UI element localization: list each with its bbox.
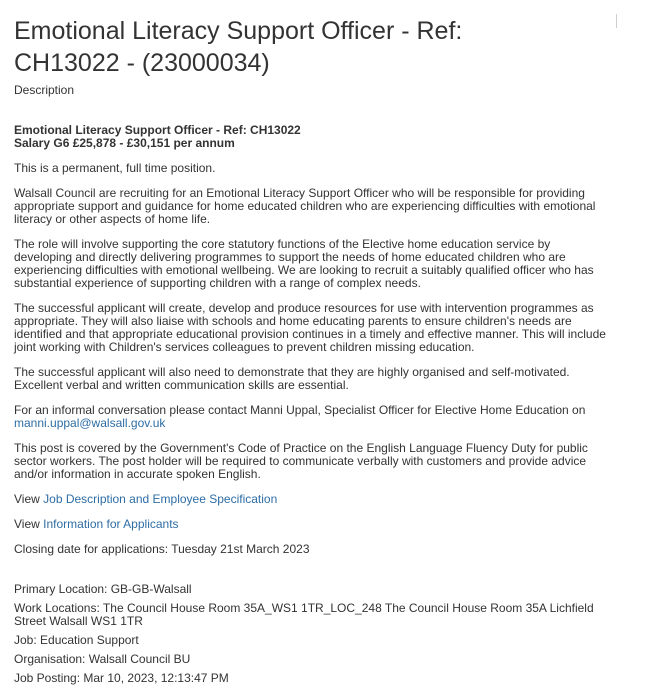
scroll-divider bbox=[616, 14, 617, 28]
recruiting-paragraph: Walsall Council are recruiting for an Emotional Literacy Support Officer who will be responsible for providing appropriate support and guidance for home educated children who are experiencing difficulties with emotional literacy or other aspects of home life. bbox=[14, 186, 596, 226]
description-label: Description bbox=[14, 83, 75, 97]
position-paragraph: This is a permanent, full time position. bbox=[14, 161, 216, 175]
role-paragraph: The role will involve supporting the core statutory functions of the Elective home education service by developing and directly delivering programmes to support the needs of home educated children who are experiencing difficulties with emotional wellbeing. We are looking to recruit a suitably qualified officer who has substantial experience of supporting children with a range of complex needs. bbox=[14, 237, 594, 290]
view-label: View bbox=[14, 492, 40, 506]
information-for-applicants-link[interactable]: Information for Applicants bbox=[43, 517, 179, 531]
view-job-description-row bbox=[14, 493, 610, 506]
contact-text: For an informal conversation please contact Manni Uppal, Specialist Officer for Elective Home Education on bbox=[14, 403, 586, 417]
job-posting-date: Job Posting: Mar 10, 2023, 12:13:47 PM bbox=[14, 671, 229, 685]
closing-date: Closing date for applications: Tuesday 21st March 2023 bbox=[14, 542, 310, 556]
spacer bbox=[14, 568, 610, 583]
title-line-2: CH13022 - (23000034) bbox=[14, 49, 270, 77]
job-category: Job: Education Support bbox=[14, 633, 139, 647]
job-detail-content bbox=[14, 0, 610, 691]
title-line-1: Emotional Literacy Support Officer - Ref: bbox=[14, 17, 463, 45]
job-heading bbox=[14, 124, 610, 150]
organisation: Organisation: Walsall Council BU bbox=[14, 652, 191, 666]
page-title bbox=[14, 15, 610, 79]
view-label: View bbox=[14, 517, 40, 531]
primary-location: Primary Location: GB-GB-Walsall bbox=[14, 582, 192, 596]
job-heading-title: Emotional Literacy Support Officer - Ref: CH13022 bbox=[14, 123, 301, 137]
fluency-paragraph: This post is covered by the Government's Code of Practice on the English Language Fluency Duty for public sector workers. The post holder will be required to communicate verbally with customers and provide advice and/or information in accurate spoken English. bbox=[14, 441, 588, 481]
view-info-applicants-row bbox=[14, 518, 610, 531]
skills-paragraph: The successful applicant will also need to demonstrate that they are highly organised and self-motivated. Excellent verbal and written communication skills are essential. bbox=[14, 365, 570, 392]
work-locations: Work Locations: The Council House Room 35A_WS1 1TR_LOC_248 The Council House Room 35A Lichfield Street Walsall WS1 1TR bbox=[14, 601, 594, 628]
contact-email-link[interactable]: manni.uppal@walsall.gov.uk bbox=[14, 416, 166, 430]
applicant-paragraph: The successful applicant will create, develop and produce resources for use with intervention programmes as appropriate. They will also liaise with schools and home educating parents to ensure children's needs are identified and that appropriate educational provision continues in a timely and effective manner. This will include joint working with Children's services colleagues to prevent children missing education. bbox=[14, 301, 606, 354]
job-salary: Salary G6 £25,878 - £30,151 per annum bbox=[14, 136, 235, 150]
job-description-link[interactable]: Job Description and Employee Specification bbox=[43, 492, 278, 506]
contact-paragraph bbox=[14, 404, 610, 430]
